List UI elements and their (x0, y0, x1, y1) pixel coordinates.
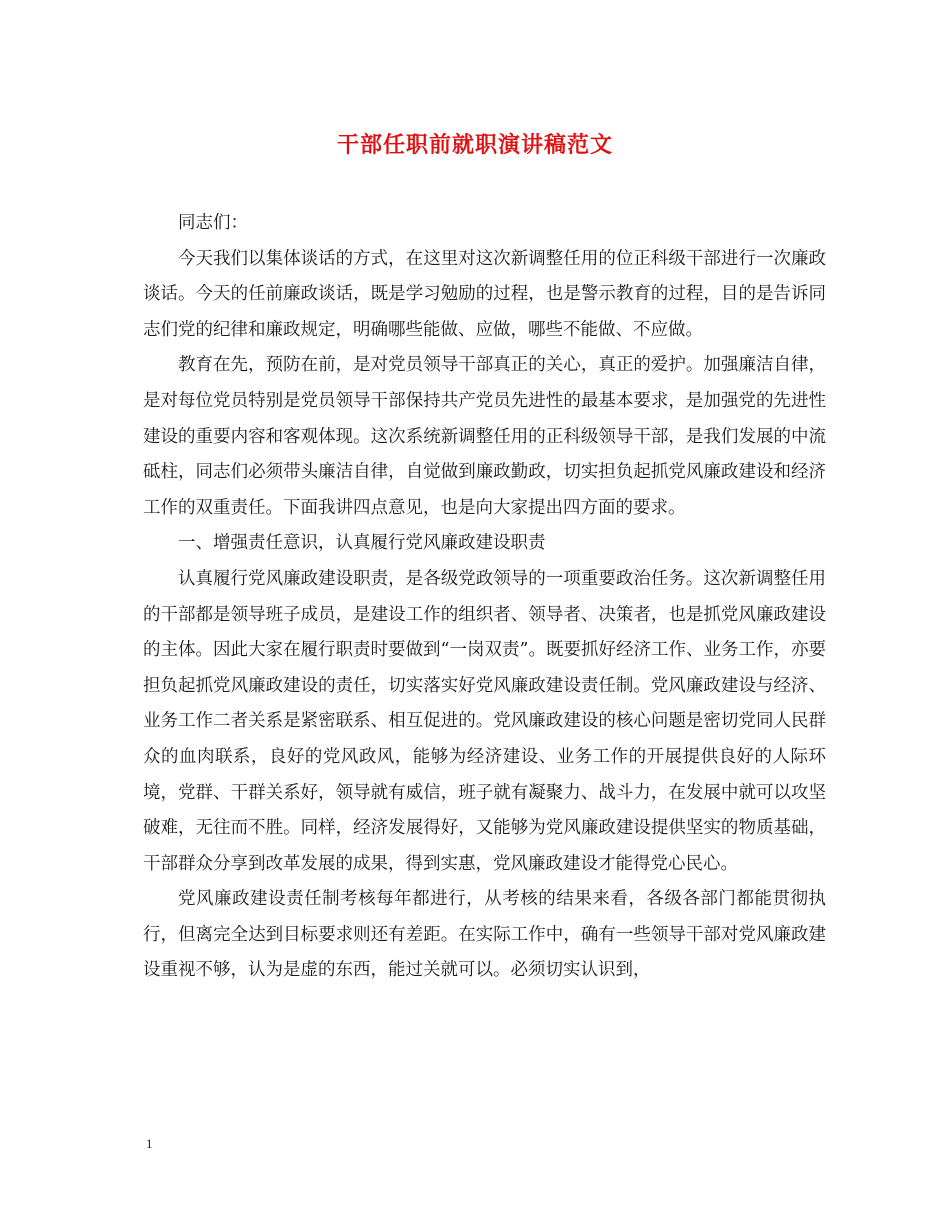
paragraph: 教育在先，预防在前，是对党员领导干部真正的关心，真正的爱护。加强廉洁自律，是对每位党员特别是党员领导干部保持共产党员先进性的最基本要求，是加强党的先进性建设的重要内容和客观体现。这次系统新调整任用的正科级领导干部，是我们发展的中流砥柱，同志们必须带头廉洁自律，自觉做到廉政勤政，切实担负起抓党风廉政建设和经济工作的双重责任。下面我讲四点意见，也是向大家提出四方面的要求。 (143, 355, 826, 518)
page-number: 1 (146, 1136, 153, 1151)
document-title: 干部任职前就职演讲稿范文 (336, 133, 613, 158)
document-body (143, 206, 826, 989)
section-heading: 一、增强责任意识，认真履行党风廉政建设职责 (178, 533, 546, 554)
paragraph: 认真履行党风廉政建设职责，是各级党政领导的一项重要政治任务。这次新调整任用的干部都是领导班子成员，是建设工作的组织者、领导者、决策者，也是抓党风廉政建设的主体。因此大家在履行职责时要做到“一岗双责”。既要抓好经济工作、业务工作，亦要担负起抓党风廉政建设的责任，切实落实好党风廉政建设责任制。党风廉政建设与经济、业务工作二者关系是紧密联系、相互促进的。党风廉政建设的核心问题是密切党同人民群众的血肉联系，良好的党风政风，能够为经济建设、业务工作的开展提供良好的人际环境，党群、干群关系好，领导就有威信，班子就有凝聚力、战斗力，在发展中就可以攻坚破难，无往而不胜。同样，经济发展得好，又能够为党风廉政建设提供坚实的物质基础，干部群众分享到改革发展的成果，得到实惠，党风廉政建设才能得党心民心。 (143, 568, 826, 874)
paragraph: 今天我们以集体谈话的方式，在这里对这次新调整任用的位正科级干部进行一次廉政谈话。今天的任前廉政谈话，既是学习勉励的过程，也是警示教育的过程，目的是告诉同志们党的纪律和廉政规定，明确哪些能做、应做，哪些不能做、不应做。 (143, 248, 826, 340)
paragraph: 党风廉政建设责任制考核每年都进行，从考核的结果来看，各级各部门都能贯彻执行，但离完全达到目标要求则还有差距。在实际工作中，确有一些领导干部对党风廉政建设重视不够，认为是虚的东西，能过关就可以。必须切实认识到， (143, 889, 826, 981)
paragraph-salutation: 同志们： (178, 213, 248, 233)
